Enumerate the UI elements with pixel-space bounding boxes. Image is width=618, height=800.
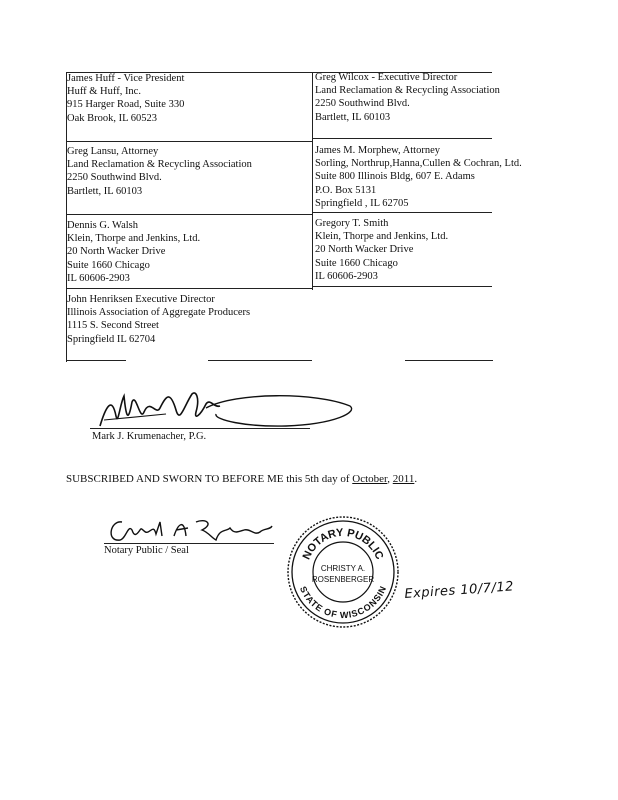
address-block-henriksen	[67, 293, 250, 346]
address-line: Klein, Thorpe and Jenkins, Ltd.	[67, 233, 201, 245]
address-line: Greg Wilcox - Executive Director	[315, 72, 458, 83]
address-block-huff	[67, 72, 184, 125]
address-line: Springfield IL 62704	[67, 333, 156, 345]
notary-signature-line	[104, 543, 274, 544]
address-line: Klein, Thorpe and Jenkins, Ltd.	[315, 231, 449, 243]
address-line: Springfield , IL 62705	[315, 197, 409, 209]
sworn-month: October	[352, 473, 388, 485]
address-line: Land Reclamation & Recycling Association	[67, 159, 252, 171]
address-line: Land Reclamation & Recycling Association	[315, 85, 500, 97]
table-rule	[405, 360, 493, 361]
address-block-wilcox	[315, 71, 500, 124]
sworn-separator: ,	[387, 473, 393, 485]
seal-top-text: NOTARY PUBLIC	[300, 526, 386, 562]
address-line: Bartlett, IL 60103	[315, 111, 391, 123]
address-line: Huff & Huff, Inc.	[67, 86, 141, 98]
address-line: 2250 Southwind Blvd.	[315, 98, 410, 110]
address-line: P.O. Box 5131	[315, 184, 377, 196]
sworn-text: SUBSCRIBED AND SWORN TO BEFORE ME this 5th day of	[66, 473, 353, 485]
address-line: John Henriksen Executive Director	[67, 294, 215, 305]
address-line: Sorling, Northrup,Hanna,Cullen & Cochran, Ltd.	[315, 158, 522, 170]
address-line: Greg Lansu, Attorney	[67, 146, 159, 157]
address-line: 2250 Southwind Blvd.	[67, 172, 162, 184]
address-block-walsh	[67, 219, 200, 285]
affiant-name: Mark J. Krumenacher, P.G.	[92, 431, 207, 442]
address-line: James M. Morphew, Attorney	[315, 145, 441, 156]
address-line: 20 North Wacker Drive	[67, 246, 166, 258]
address-line: James Huff - Vice President	[67, 73, 185, 84]
table-rule	[66, 214, 312, 215]
sworn-year: 2011	[392, 473, 415, 485]
address-line: Gregory T. Smith	[315, 218, 389, 229]
seal-bottom-text: STATE OF WISCONSIN	[297, 584, 389, 621]
address-line: Dennis G. Walsh	[67, 220, 138, 231]
signature-line	[90, 428, 310, 429]
address-line: Suite 1660 Chicago	[67, 259, 150, 271]
table-rule	[312, 72, 313, 290]
notary-seal	[286, 515, 400, 629]
table-rule	[66, 360, 126, 361]
address-line: Bartlett, IL 60103	[67, 185, 143, 197]
address-line: IL 60606-2903	[315, 270, 378, 282]
address-line: 20 North Wacker Drive	[315, 244, 414, 256]
address-block-smith	[315, 217, 448, 283]
table-rule	[66, 141, 312, 142]
address-block-morphew	[315, 144, 522, 210]
address-line: IL 60606-2903	[67, 272, 130, 284]
sworn-end: .	[414, 473, 418, 485]
seal-name-last: ROSENBERGER	[311, 575, 375, 584]
notary-label: Notary Public / Seal	[104, 545, 189, 556]
address-block-lansu	[67, 145, 252, 198]
table-rule	[208, 360, 312, 361]
table-rule	[312, 212, 492, 213]
address-line: Suite 1660 Chicago	[315, 257, 398, 269]
sworn-statement	[66, 473, 417, 485]
address-line: 1115 S. Second Street	[67, 320, 159, 332]
address-line: Illinois Association of Aggregate Producers	[67, 307, 251, 319]
table-rule	[312, 138, 492, 139]
table-rule	[312, 286, 492, 287]
address-line: Oak Brook, IL 60523	[67, 112, 158, 124]
address-line: Suite 800 Illinois Bldg, 607 E. Adams	[315, 171, 475, 183]
seal-name-first: CHRISTY A.	[320, 564, 366, 573]
address-line: 915 Harger Road, Suite 330	[67, 99, 185, 111]
notary-expiration: Expires 10/7/12	[404, 579, 515, 602]
table-rule	[66, 288, 312, 289]
